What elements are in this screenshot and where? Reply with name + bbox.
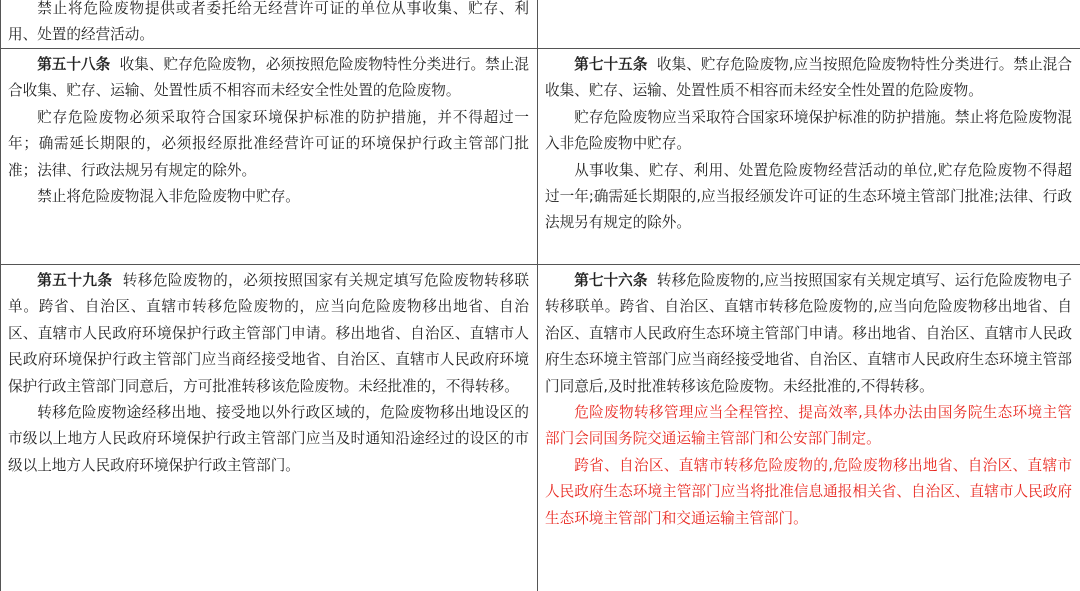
paragraph-text: 收集、贮存危险废物,应当按照危险废物特性分类进行。禁止混合收集、贮存、运输、处置性质不相容而未经安全性处置的危险废物。 [545,56,1072,100]
paragraph [545,52,1072,105]
new-law-cell [538,49,1080,265]
paragraph-text: 贮存危险废物必须采取符合国家环境保护标准的防护措施，并不得超过一年；确需延长期限的，必须报经原批准经营许可证的环境保护行政主管部门批准；法律、行政法规另有规定的除外。 [8,108,529,179]
paragraph [545,158,1072,237]
article-number: 第七十五条 [574,56,648,73]
paragraph [8,105,529,184]
paragraph-text: 禁止将危险废物混入非危险废物中贮存。 [37,188,300,206]
paragraph [8,268,529,400]
old-law-cell [1,265,538,591]
table-row [1,0,1080,49]
paragraph [8,184,529,210]
paragraph-text: 危险废物转移管理应当全程管控、提高效率,具体办法由国务院生态环境主管部门会同国务院交通运输主管部门和公安部门制定。 [545,404,1072,448]
old-law-cell [1,0,538,49]
paragraph-text: 禁止将危险废物提供或者委托给无经营许可证的单位从事收集、贮存、利用、处置的经营活动。 [8,0,529,44]
paragraph-text: 转移危险废物途经移出地、接受地以外行政区域的，危险废物移出地设区的市级以上地方人民政府环境保护行政主管部门应当及时通知沿途经过的设区的市级以上地方人民政府环境保护行政主管部门。 [8,404,529,474]
paragraph [545,268,1072,400]
paragraph-text: 贮存危险废物应当采取符合国家环境保护标准的防护措施。禁止将危险废物混入非危险废物中贮存。 [545,108,1072,153]
old-law-cell [1,49,538,265]
paragraph [545,105,1072,158]
article-number: 第七十六条 [574,272,648,289]
highlighted-paragraph [545,400,1072,453]
paragraph-text: 转移危险废物的,应当按照国家有关规定填写、运行危险废物电子转移联单。跨省、自治区、直辖市转移危险废物的,应当向危险废物移出地省、自治区、直辖市人民政府生态环境主管部门申请。移出地省、自治区、直辖市人民政府生态环境主管部门应当商经接受地省、自治区、直辖市人民政府生态环境主管部门同意后,及时批准转移该危险废物。未经批准的,不得转移。 [545,272,1072,395]
paragraph-text: 收集、贮存危险废物，必须按照危险废物特性分类进行。禁止混合收集、贮存、运输、处置性质不相容而未经安全性处置的危险废物。 [8,56,529,100]
paragraph [8,0,529,48]
paragraph-text: 转移危险废物的，必须按照国家有关规定填写危险废物转移联单。跨省、自治区、直辖市转移危险废物的，应当向危险废物移出地省、自治区、直辖市人民政府环境保护行政主管部门申请。移出地省、自治区、直辖市人民政府环境保护行政主管部门应当商经接受地省、自治区、直辖市人民政府环境保护行政主管部门同意后，方可批准转移该危险废物。未经批准的，不得转移。 [8,272,529,395]
paragraph [8,52,529,105]
new-law-cell [538,265,1080,591]
table-row [1,49,1080,265]
article-number: 第五十八条 [37,56,111,73]
new-law-cell [538,0,1080,49]
paragraph-text: 跨省、自治区、直辖市转移危险废物的,危险废物移出地省、自治区、直辖市人民政府生态环境主管部门应当将批准信息通报相关省、自治区、直辖市人民政府生态环境主管部门和交通运输主管部门。 [545,456,1072,527]
table-row [1,265,1080,591]
highlighted-paragraph [545,453,1072,532]
article-number: 第五十九条 [37,272,113,289]
paragraph [8,400,529,479]
paragraph-text: 从事收集、贮存、利用、处置危险废物经营活动的单位,贮存危险废物不得超过一年;确需延长期限的,应当报经颁发许可证的生态环境主管部门批准;法律、行政法规另有规定的除外。 [545,161,1072,232]
